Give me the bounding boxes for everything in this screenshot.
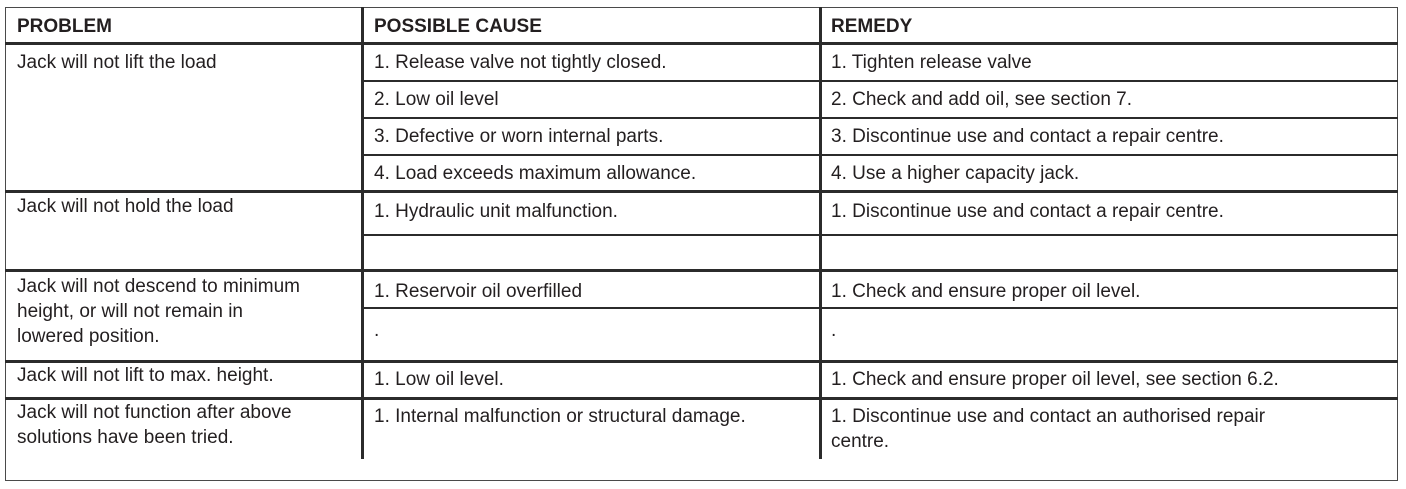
remedy-cell: 4. Use a higher capacity jack.	[831, 163, 1080, 184]
remedy-cell: 2. Check and add oil, see section 7.	[831, 89, 1133, 110]
row-divider	[362, 234, 1398, 236]
header-divider	[5, 42, 1398, 45]
remedy-cell: 1. Check and ensure proper oil level, see section 6.2.	[831, 369, 1279, 390]
remedy-cell: centre.	[831, 431, 890, 452]
cause-cell: .	[374, 320, 380, 341]
header-remedy: REMEDY	[831, 16, 913, 37]
cause-cell: 1. Low oil level.	[374, 369, 504, 390]
cause-cell: 1. Internal malfunction or structural damage.	[374, 406, 746, 427]
cause-cell: 1. Reservoir oil overfilled	[374, 281, 583, 302]
remedy-cell: 1. Discontinue use and contact an authorised repair	[831, 406, 1266, 427]
problem-cell: Jack will not hold the load	[17, 196, 234, 217]
row-divider	[362, 117, 1398, 119]
header-problem: PROBLEM	[17, 16, 112, 37]
header-possible-cause: POSSIBLE CAUSE	[374, 16, 542, 37]
problem-cell: solutions have been tried.	[17, 427, 234, 448]
row-divider	[362, 154, 1398, 156]
problem-cell: Jack will not descend to minimum	[17, 276, 300, 297]
remedy-cell: 1. Discontinue use and contact a repair centre.	[831, 201, 1224, 222]
cause-cell: 1. Release valve not tightly closed.	[374, 52, 667, 73]
remedy-cell: 1. Check and ensure proper oil level.	[831, 281, 1141, 302]
remedy-cell: 3. Discontinue use and contact a repair centre.	[831, 126, 1224, 147]
problem-cell: Jack will not lift to max. height.	[17, 365, 274, 386]
remedy-cell: .	[831, 320, 837, 341]
column-divider	[361, 7, 364, 459]
cause-cell: 3. Defective or worn internal parts.	[374, 126, 664, 147]
cause-cell: 4. Load exceeds maximum allowance.	[374, 163, 697, 184]
problem-cell: lowered position.	[17, 326, 160, 347]
problem-cell: Jack will not function after above	[17, 402, 292, 423]
cause-cell: 2. Low oil level	[374, 89, 499, 110]
group-divider	[5, 269, 1398, 272]
row-divider	[362, 307, 1398, 309]
group-divider	[5, 190, 1398, 193]
row-divider	[362, 80, 1398, 82]
cause-cell: 1. Hydraulic unit malfunction.	[374, 201, 618, 222]
problem-cell: height, or will not remain in	[17, 301, 243, 322]
problem-cell: Jack will not lift the load	[17, 52, 217, 73]
remedy-cell: 1. Tighten release valve	[831, 52, 1032, 73]
column-divider	[819, 7, 822, 459]
